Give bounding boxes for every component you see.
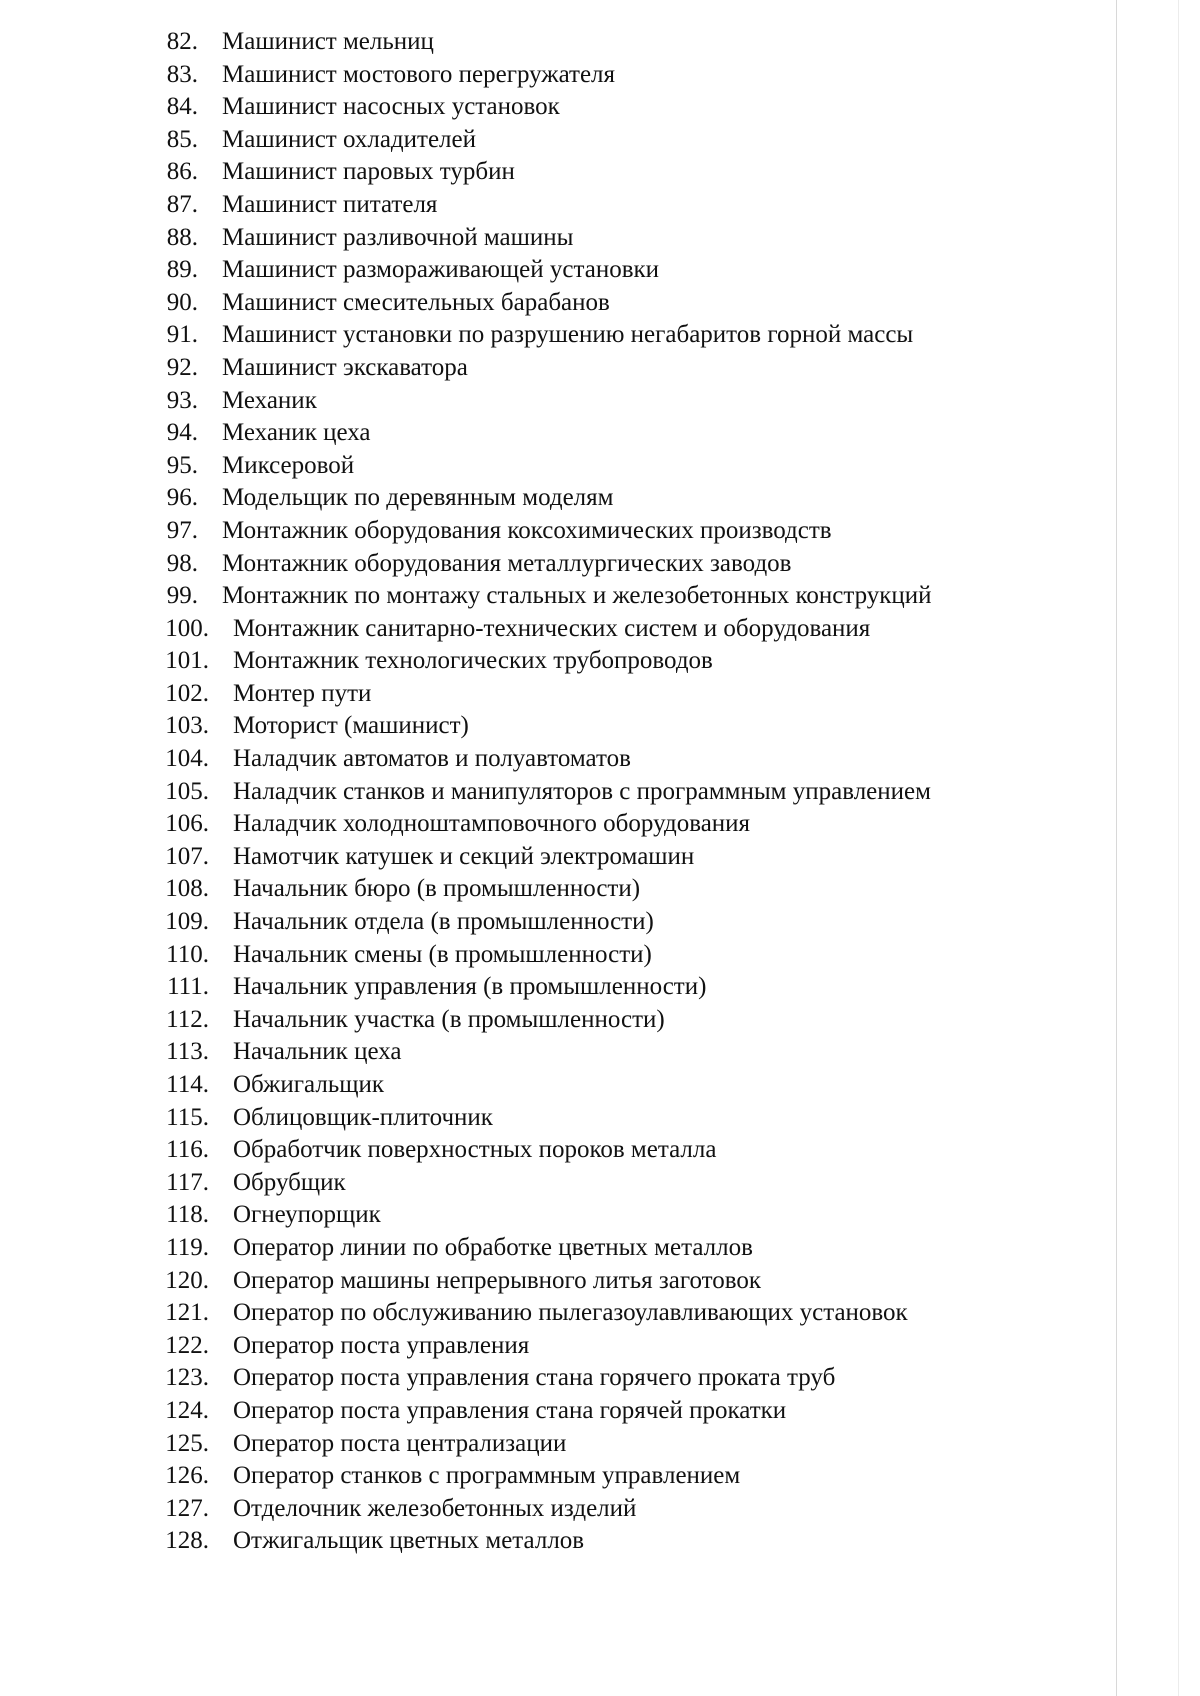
list-item	[165, 156, 1085, 189]
item-text: Машинист мостового перегружателя	[222, 60, 616, 88]
list-item	[165, 1199, 1085, 1232]
item-text: Обработчик поверхностных пороков металла	[233, 1136, 717, 1164]
item-number: 115.	[166, 1103, 209, 1131]
item-number: 100.	[165, 614, 209, 642]
profession-list	[165, 26, 1085, 1558]
item-number: 127.	[165, 1494, 209, 1522]
list-item	[165, 710, 1085, 743]
list-item	[165, 26, 1085, 59]
item-number: 126.	[165, 1462, 209, 1490]
item-number: 120.	[165, 1266, 209, 1294]
item-number: 109.	[165, 908, 209, 936]
item-text: Механик	[222, 386, 317, 414]
list-item	[165, 1167, 1085, 1200]
item-text: Машинист размораживающей установки	[222, 256, 660, 284]
list-item	[165, 873, 1085, 906]
item-number: 117.	[166, 1168, 209, 1196]
item-text: Машинист насосных установок	[222, 93, 560, 121]
page-edge-line	[1178, 0, 1179, 1696]
item-text: Машинист мельниц	[222, 28, 434, 55]
item-text: Монтажник оборудования коксохимических производств	[222, 516, 832, 544]
list-item	[165, 385, 1085, 418]
item-text: Отделочник железобетонных изделий	[233, 1494, 637, 1522]
list-item	[165, 580, 1085, 613]
item-number: 102.	[165, 679, 209, 707]
item-text: Отжигальщик цветных металлов	[233, 1527, 585, 1555]
item-number: 119.	[166, 1233, 209, 1261]
item-number: 107.	[165, 842, 209, 870]
item-text: Машинист смесительных барабанов	[222, 288, 610, 316]
list-item	[165, 287, 1085, 320]
list-item	[165, 59, 1085, 92]
item-text: Оператор поста управления стана горячей прокатки	[233, 1396, 787, 1424]
item-number: 104.	[165, 745, 209, 773]
item-number: 123.	[165, 1364, 209, 1392]
list-item	[165, 841, 1085, 874]
item-text: Модельщик по деревянным моделям	[222, 484, 614, 512]
item-number: 125.	[165, 1429, 209, 1457]
item-text: Начальник бюро (в промышленности)	[233, 875, 641, 903]
list-item	[165, 1460, 1085, 1493]
item-text: Начальник смены (в промышленности)	[233, 940, 652, 968]
item-number: 94.	[166, 419, 198, 447]
item-text: Наладчик холодноштамповочного оборудования	[233, 810, 751, 838]
item-text: Монтажник технологических трубопроводов	[233, 647, 713, 675]
list-item	[165, 450, 1085, 483]
item-text: Обжигальщик	[233, 1071, 385, 1098]
list-item	[165, 319, 1085, 352]
item-number: 86.	[166, 158, 198, 186]
item-number: 128.	[165, 1527, 209, 1555]
item-text: Монтажник по монтажу стальных и железобетонных конструкций	[222, 582, 932, 610]
item-number: 96.	[166, 484, 198, 512]
item-number: 114.	[166, 1071, 209, 1098]
item-number: 108.	[165, 875, 209, 903]
item-text: Машинист установки по разрушению негабаритов горной массы	[222, 321, 914, 349]
list-item	[165, 1069, 1085, 1102]
item-text: Начальник участка (в промышленности)	[233, 1005, 665, 1033]
item-text: Оператор поста управления стана горячего проката труб	[233, 1364, 836, 1392]
item-text: Начальник цеха	[233, 1038, 402, 1066]
item-number: 93.	[166, 386, 198, 414]
page-edge-line	[1116, 0, 1117, 1696]
list-item	[165, 743, 1085, 776]
item-text: Начальник отдела (в промышленности)	[233, 908, 654, 936]
list-item	[165, 645, 1085, 678]
item-number: 97.	[166, 516, 198, 544]
item-text: Наладчик станков и манипуляторов с программным управлением	[233, 777, 931, 805]
list-item	[165, 1297, 1085, 1330]
item-text: Моторист (машинист)	[233, 712, 469, 740]
item-number: 82.	[166, 28, 198, 55]
list-item	[165, 254, 1085, 287]
item-number: 118.	[166, 1201, 209, 1229]
item-text: Оператор станков с программным управлением	[233, 1462, 741, 1490]
item-text: Механик цеха	[222, 419, 371, 447]
item-number: 110.	[166, 940, 209, 968]
list-item	[165, 91, 1085, 124]
list-item	[165, 776, 1085, 809]
list-item	[165, 971, 1085, 1004]
item-number: 99.	[166, 582, 198, 610]
list-item	[165, 613, 1085, 646]
list-item	[165, 352, 1085, 385]
item-number: 84.	[166, 93, 198, 121]
item-text: Намотчик катушек и секций электромашин	[233, 842, 695, 870]
item-text: Машинист экскаватора	[222, 353, 468, 381]
item-number: 87.	[166, 190, 198, 218]
list-item	[165, 1330, 1085, 1363]
item-number: 111.	[167, 973, 209, 1001]
item-text: Машинист паровых турбин	[222, 158, 515, 186]
list-item	[165, 1232, 1085, 1265]
item-text: Машинист питателя	[222, 190, 438, 218]
list-item	[165, 417, 1085, 450]
item-text: Машинист охладителей	[222, 125, 477, 153]
item-number: 91.	[166, 321, 198, 349]
item-number: 122.	[165, 1331, 209, 1359]
item-number: 101.	[165, 647, 209, 675]
item-text: Миксеровой	[222, 451, 355, 479]
item-number: 105.	[165, 777, 209, 805]
item-number: 98.	[166, 549, 198, 577]
list-item	[165, 515, 1085, 548]
item-number: 95.	[166, 451, 198, 479]
item-number: 88.	[166, 223, 198, 251]
list-item	[165, 939, 1085, 972]
list-item	[165, 548, 1085, 581]
list-item	[165, 1493, 1085, 1526]
list-item	[165, 222, 1085, 255]
list-item	[165, 906, 1085, 939]
item-number: 121.	[165, 1299, 209, 1327]
item-number: 103.	[165, 712, 209, 740]
list-item	[165, 1395, 1085, 1428]
list-item	[165, 189, 1085, 222]
list-item	[165, 678, 1085, 711]
item-text: Облицовщик-плиточник	[233, 1103, 493, 1131]
list-item	[165, 1265, 1085, 1298]
item-text: Монтер пути	[233, 679, 372, 707]
item-text: Оператор по обслуживанию пылегазоулавливающих установок	[233, 1299, 908, 1327]
item-number: 124.	[165, 1396, 209, 1424]
item-text: Машинист разливочной машины	[222, 223, 574, 251]
item-number: 92.	[166, 353, 198, 381]
item-text: Наладчик автоматов и полуавтоматов	[233, 745, 631, 773]
item-number: 112.	[166, 1005, 209, 1033]
list-item	[165, 1362, 1085, 1395]
item-number: 83.	[166, 60, 198, 88]
item-text: Начальник управления (в промышленности)	[233, 973, 707, 1001]
list-item	[165, 1428, 1085, 1461]
item-text: Огнеупорщик	[233, 1201, 381, 1229]
item-number: 113.	[166, 1038, 209, 1066]
item-text: Оператор машины непрерывного литья заготовок	[233, 1266, 762, 1294]
item-text: Монтажник санитарно-технических систем и оборудования	[233, 614, 871, 642]
list-item	[165, 808, 1085, 841]
list-item	[165, 1525, 1085, 1558]
list-item	[165, 1102, 1085, 1135]
item-text: Оператор поста управления	[233, 1331, 530, 1359]
item-number: 116.	[166, 1136, 209, 1164]
item-number: 90.	[166, 288, 198, 316]
item-number: 106.	[165, 810, 209, 838]
list-item	[165, 482, 1085, 515]
item-number: 85.	[166, 125, 198, 153]
list-item	[165, 1134, 1085, 1167]
item-text: Монтажник оборудования металлургических заводов	[222, 549, 792, 577]
list-item	[165, 1004, 1085, 1037]
item-text: Обрубщик	[233, 1168, 346, 1196]
item-text: Оператор линии по обработке цветных металлов	[233, 1233, 753, 1261]
item-number: 89.	[166, 256, 198, 284]
list-item	[165, 124, 1085, 157]
item-text: Оператор поста централизации	[233, 1429, 567, 1457]
list-item	[165, 1036, 1085, 1069]
